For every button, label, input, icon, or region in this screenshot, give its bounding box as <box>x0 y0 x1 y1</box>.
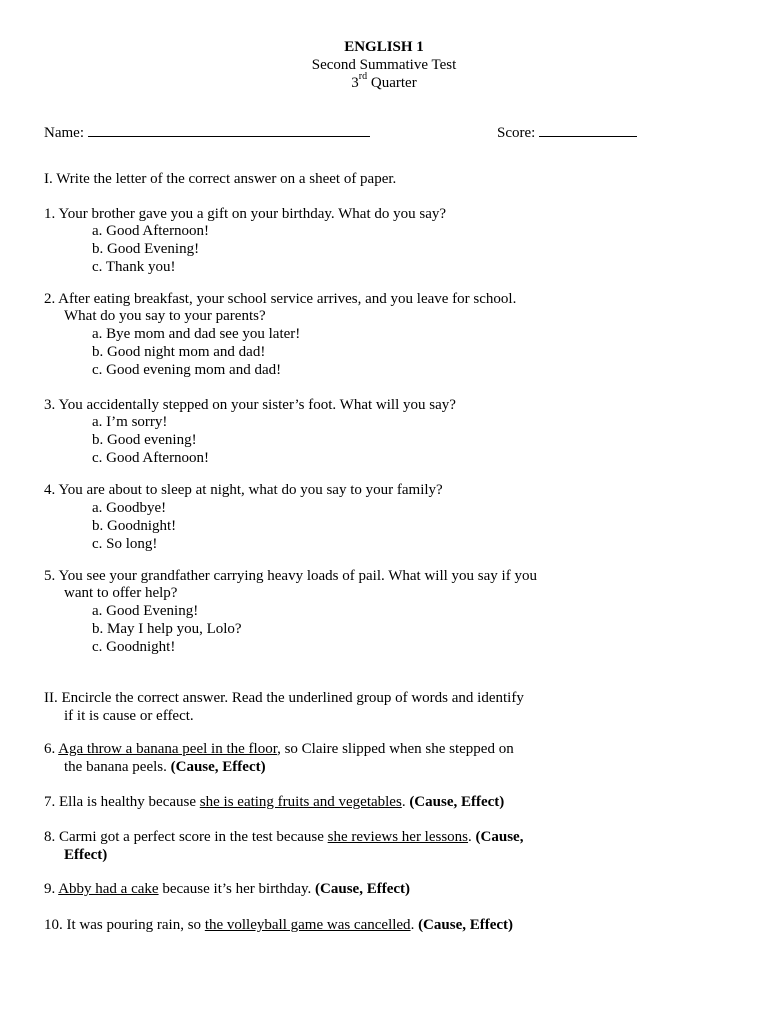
q1-option-a: a. Good Afternoon! <box>92 223 210 239</box>
quarter-number: 3 <box>351 75 359 91</box>
test-title: ENGLISH 1 <box>344 39 424 55</box>
part1-instruction: I. Write the letter of the correct answer on a sheet of paper. <box>44 171 397 187</box>
q6-text-line2: the banana peels. <box>64 759 167 775</box>
question-2-line2: What do you say to your parents? <box>64 308 266 324</box>
q4-option-c: c. So long! <box>92 536 158 552</box>
score-label: Score: <box>497 125 536 141</box>
name-field <box>44 123 370 142</box>
q1-option-b: b. Good Evening! <box>92 241 200 257</box>
q9-number: 9. <box>44 881 56 897</box>
q4-option-b: b. Goodnight! <box>92 518 177 534</box>
part2-instruction: II. Encircle the correct answer. Read the underlined group of words and identify <box>44 690 524 706</box>
question-10 <box>44 916 513 934</box>
q2-option-b: b. Good night mom and dad! <box>92 344 266 360</box>
test-subtitle: Second Summative Test <box>311 57 457 73</box>
q10-period: . <box>410 917 415 933</box>
q5-option-a: a. Good Evening! <box>92 603 199 619</box>
question-8 <box>44 828 523 846</box>
question-5: 5. You see your grandfather carrying heavy loads of pail. What will you say if you <box>44 568 537 584</box>
quarter-label <box>0 71 768 92</box>
name-blank <box>88 123 370 137</box>
part2-instruction-line2: if it is cause or effect. <box>64 708 194 724</box>
q2-option-a: a. Bye mom and dad see you later! <box>92 326 301 342</box>
q8-choices-open: (Cause, <box>475 829 524 845</box>
q7-choices: (Cause, Effect) <box>409 794 505 810</box>
question-6-line2 <box>64 758 266 776</box>
q7-period: . <box>401 794 406 810</box>
q5-option-b: b. May I help you, Lolo? <box>92 621 242 637</box>
q8-underlined: she reviews her lessons <box>327 829 469 845</box>
q8-choices-close: Effect) <box>64 847 108 863</box>
q3-option-b: b. Good evening! <box>92 432 197 448</box>
quarter-suffix: rd <box>358 71 368 82</box>
score-field <box>497 123 637 142</box>
question-4: 4. You are about to sleep at night, what do you say to your family? <box>44 482 443 498</box>
name-label: Name: <box>44 125 84 141</box>
q1-option-c: c. Thank you! <box>92 259 176 275</box>
q3-option-c: c. Good Afternoon! <box>92 450 210 466</box>
question-1: 1. Your brother gave you a gift on your birthday. What do you say? <box>44 206 447 222</box>
q9-choices: (Cause, Effect) <box>315 881 411 897</box>
question-9 <box>44 880 410 898</box>
question-6 <box>44 740 514 758</box>
q8-period: . <box>468 829 472 845</box>
q3-option-a: a. I’m sorry! <box>92 414 168 430</box>
question-5-line2: want to offer help? <box>64 585 178 601</box>
quarter-word: Quarter <box>370 75 417 91</box>
q6-underlined: Aga throw a banana peel in the floor <box>58 741 278 757</box>
score-blank <box>539 123 637 137</box>
q2-option-c: c. Good evening mom and dad! <box>92 362 282 378</box>
q10-underlined: the volleyball game was cancelled <box>204 917 411 933</box>
q10-choices: (Cause, Effect) <box>418 917 514 933</box>
q6-choices: (Cause, Effect) <box>170 759 266 775</box>
q5-option-c: c. Goodnight! <box>92 639 176 655</box>
question-2: 2. After eating breakfast, your school service arrives, and you leave for school. <box>44 291 517 307</box>
q8-text: 8. Carmi got a perfect score in the test because <box>44 829 324 845</box>
q7-text: 7. Ella is healthy because <box>44 794 197 810</box>
q4-option-a: a. Goodbye! <box>92 500 167 516</box>
q9-text: because it’s her birthday. <box>162 881 312 897</box>
q10-text: 10. It was pouring rain, so <box>44 917 202 933</box>
q9-underlined: Abby had a cake <box>58 881 159 897</box>
question-7 <box>44 793 504 811</box>
question-3: 3. You accidentally stepped on your sister’s foot. What will you say? <box>44 397 456 413</box>
q6-text: , so Claire slipped when she stepped on <box>277 741 514 757</box>
q6-number: 6. <box>44 741 56 757</box>
q7-underlined: she is eating fruits and vegetables <box>199 794 402 810</box>
